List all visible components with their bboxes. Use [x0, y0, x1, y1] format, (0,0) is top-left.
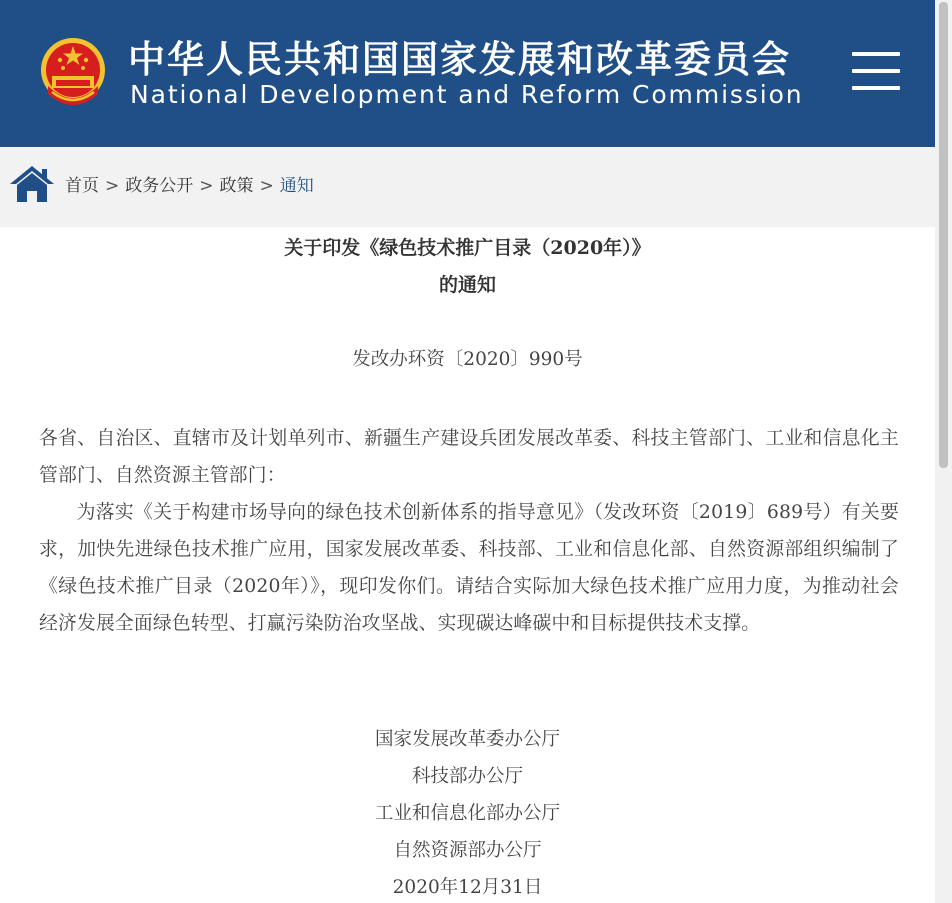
- breadcrumb-separator: >: [199, 176, 214, 196]
- breadcrumb: [65, 174, 314, 198]
- breadcrumb-public-affairs[interactable]: 政务公开: [125, 176, 194, 196]
- signatory-miit-office: 工业和信息化部办公厅: [374, 803, 560, 824]
- breadcrumb-notice[interactable]: 通知: [279, 176, 314, 196]
- scrollbar-thumb[interactable]: [939, 2, 948, 468]
- document-salutation: 各省、自治区、直辖市及计划单列市、新疆生产建设兵团发展改革委、科技主管部门、工业和信息化主管部门、自然资源主管部门：: [39, 428, 899, 486]
- document-title-line2: 的通知: [438, 274, 496, 296]
- home-icon[interactable]: [8, 164, 56, 204]
- national-emblem-icon[interactable]: [38, 36, 108, 108]
- site-title-english[interactable]: National Development and Reform Commission: [130, 80, 804, 109]
- breadcrumb-separator: >: [105, 176, 120, 196]
- signatory-mnr-office: 自然资源部办公厅: [393, 840, 542, 861]
- signatory-ndrc-office: 国家发展改革委办公厅: [374, 729, 560, 750]
- signatory-most-office: 科技部办公厅: [411, 766, 523, 787]
- document-body: [39, 420, 899, 642]
- site-header: [0, 0, 935, 147]
- breadcrumb-home[interactable]: 首页: [65, 176, 99, 196]
- breadcrumb-bar: [0, 147, 935, 227]
- hamburger-menu-icon[interactable]: [852, 52, 900, 90]
- document-paragraph: 为落实《关于构建市场导向的绿色技术创新体系的指导意见》（发改环资〔2019〕689号）有关要求，加快先进绿色技术推广应用，国家发展改革委、科技部、工业和信息化部、自然资源部组织编制了《绿色技术推广目录（2020年）》，现印发你们。请结合实际加大绿色技术推广应用力度，为推动社会经济发展全面绿色转型、打赢污染防治攻坚战、实现碳达峰碳中和目标提供技术支撑。: [39, 502, 899, 634]
- document-number: 发改办环资〔2020〕990号: [352, 349, 583, 370]
- site-title-chinese[interactable]: 中华人民共和国国家发展和改革委员会: [128, 38, 791, 81]
- breadcrumb-separator: >: [259, 176, 274, 196]
- document-date: 2020年12月31日: [392, 877, 543, 898]
- document-title: 关于印发《绿色技术推广目录（2020年）》: [284, 237, 651, 259]
- breadcrumb-policy[interactable]: 政策: [219, 176, 254, 196]
